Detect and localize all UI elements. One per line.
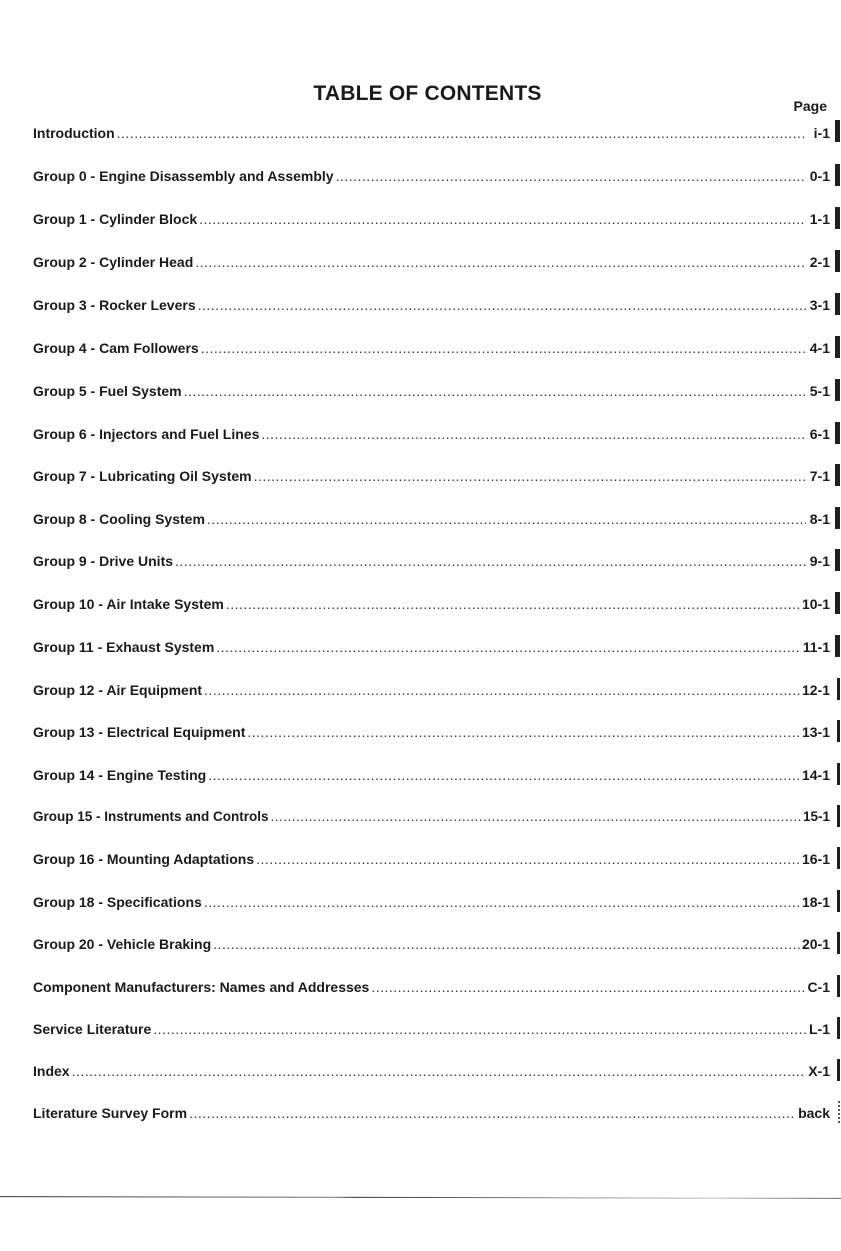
toc-entry-group-6[interactable] [33,426,830,446]
toc-entry-label: Service Literature [33,1021,152,1037]
toc-entry-label: Group 15 - Instruments and Controls [33,809,269,824]
toc-entry-group-3[interactable] [33,297,830,317]
toc-entry-page: back [798,1105,830,1121]
toc-entry-group-16[interactable] [33,851,830,871]
dot-leader [226,596,800,612]
toc-entry-label: Introduction [33,125,115,141]
section-tab-marker [837,805,840,827]
page-column-header: Page [793,98,827,114]
toc-entry-group-15[interactable] [33,809,830,829]
toc-entry-group-1[interactable] [33,211,830,231]
dot-leader [153,1021,806,1037]
toc-entry-group-13[interactable] [33,724,830,744]
section-tab-marker [835,592,840,614]
toc-entry-label: Group 10 - Air Intake System [33,596,224,612]
toc-entry-group-12[interactable] [33,682,830,702]
toc-entry-label: Group 20 - Vehicle Braking [33,936,212,952]
toc-entry-label: Group 0 - Engine Disassembly and Assembly [33,168,334,184]
dot-leader [195,254,806,270]
toc-entry-label: Group 3 - Rocker Levers [33,297,196,313]
toc-entry-component-manufacturers[interactable] [33,979,830,999]
toc-entry-introduction[interactable] [33,125,830,145]
section-tab-marker [835,507,840,529]
toc-entry-page: 5-1 [809,383,830,399]
dot-leader [199,211,806,227]
toc-entry-page: 16-1 [801,851,830,867]
dot-leader [213,936,800,952]
section-tab-marker [837,932,840,954]
dot-leader [261,426,806,442]
section-tab-marker [835,164,840,186]
dot-leader [198,297,806,313]
toc-entry-index[interactable] [33,1063,830,1083]
toc-entry-page: C-1 [807,979,830,995]
toc-entry-group-9[interactable] [33,553,830,573]
toc-entry-page: 2-1 [809,254,830,270]
toc-entry-label: Group 12 - Air Equipment [33,682,203,698]
toc-entry-group-7[interactable] [33,468,830,488]
toc-entry-page: i-1 [813,125,830,141]
toc-entry-page: 10-1 [801,596,830,612]
toc-entry-label: Index [33,1063,70,1079]
dot-leader [189,1105,796,1121]
toc-entry-group-10[interactable] [33,596,830,616]
section-tab-marker [835,464,840,486]
section-tab-marker [837,890,840,912]
section-tab-marker [835,336,840,358]
toc-entry-label: Group 8 - Cooling System [33,511,205,527]
toc-entry-page: 8-1 [809,511,830,527]
section-tab-marker [837,975,840,997]
toc-entry-label: Group 7 - Lubricating Oil System [33,468,252,484]
page-title: TABLE OF CONTENTS [313,82,542,105]
toc-entry-label: Literature Survey Form [33,1105,188,1121]
section-tab-marker [835,379,840,401]
toc-entry-label: Group 11 - Exhaust System [33,639,215,655]
toc-entry-label: Component Manufacturers: Names and Addresses [33,979,370,995]
toc-entry-page: 18-1 [801,894,830,910]
toc-entry-group-0[interactable] [33,168,830,188]
toc-entry-group-11[interactable] [33,639,830,659]
toc-entry-label: Group 2 - Cylinder Head [33,254,194,270]
dot-leader [175,553,806,569]
toc-entry-label: Group 9 - Drive Units [33,553,174,569]
section-tab-marker [837,847,840,869]
toc-entry-page: 6-1 [809,426,830,442]
dot-leader [117,125,806,141]
toc-entry-label: Group 16 - Mounting Adaptations [33,851,255,867]
section-tab-marker [835,549,840,571]
dot-leader [371,979,805,995]
toc-entry-group-18[interactable] [33,894,830,914]
dot-leader [184,383,806,399]
toc-entry-label: Group 14 - Engine Testing [33,767,207,783]
dot-leader [201,340,806,356]
toc-entry-label: Group 18 - Specifications [33,894,202,910]
dot-leader [208,767,800,783]
dot-leader [204,682,800,698]
toc-entry-group-14[interactable] [33,767,830,787]
toc-entry-page: 14-1 [801,767,830,783]
toc-entry-label: Group 6 - Injectors and Fuel Lines [33,426,260,442]
dot-leader [204,894,800,910]
toc-entry-label: Group 4 - Cam Followers [33,340,199,356]
page-bottom-edge-line [0,1196,841,1199]
dot-leader [256,851,800,867]
dot-leader [271,809,801,824]
section-tab-marker [835,293,840,315]
toc-entry-page: 0-1 [809,168,830,184]
dot-leader [247,724,800,740]
toc-entry-page: X-1 [808,1063,830,1079]
toc-entry-page: 9-1 [809,553,830,569]
toc-entry-group-4[interactable] [33,340,830,360]
toc-entry-page: 20-1 [801,936,830,952]
dot-leader [254,468,806,484]
toc-entry-page: 1-1 [809,211,830,227]
toc-entry-page: L-1 [809,1021,830,1037]
toc-entry-label: Group 13 - Electrical Equipment [33,724,246,740]
toc-entry-page: 13-1 [801,724,830,740]
toc-entry-group-5[interactable] [33,383,830,403]
toc-entry-service-literature[interactable] [33,1021,830,1041]
toc-entry-group-2[interactable] [33,254,830,274]
section-tab-marker [835,120,840,142]
toc-entry-label: Group 1 - Cylinder Block [33,211,198,227]
section-tab-marker [837,678,840,700]
section-tab-marker [837,720,840,742]
section-tab-marker [835,422,840,444]
toc-entry-page: 11-1 [802,639,830,655]
toc-entry-literature-survey-form[interactable] [33,1105,830,1125]
toc-entry-page: 3-1 [809,297,830,313]
toc-entry-group-8[interactable] [33,511,830,531]
dot-leader [336,168,806,184]
dot-leader [72,1063,806,1079]
section-tab-marker [837,1017,840,1039]
section-tab-marker [837,763,840,785]
toc-entry-group-20[interactable] [33,936,830,956]
section-tab-marker [835,207,840,229]
section-tab-marker [838,1101,840,1123]
toc-entry-page: 7-1 [809,468,830,484]
toc-entry-label: Group 5 - Fuel System [33,383,182,399]
dot-leader [207,511,806,527]
section-tab-marker [835,635,840,657]
toc-entry-page: 15-1 [802,809,830,824]
dot-leader [216,639,800,655]
toc-entry-page: 12-1 [801,682,830,698]
section-tab-marker [835,250,840,272]
section-tab-marker [837,1059,840,1081]
toc-entry-page: 4-1 [809,340,830,356]
